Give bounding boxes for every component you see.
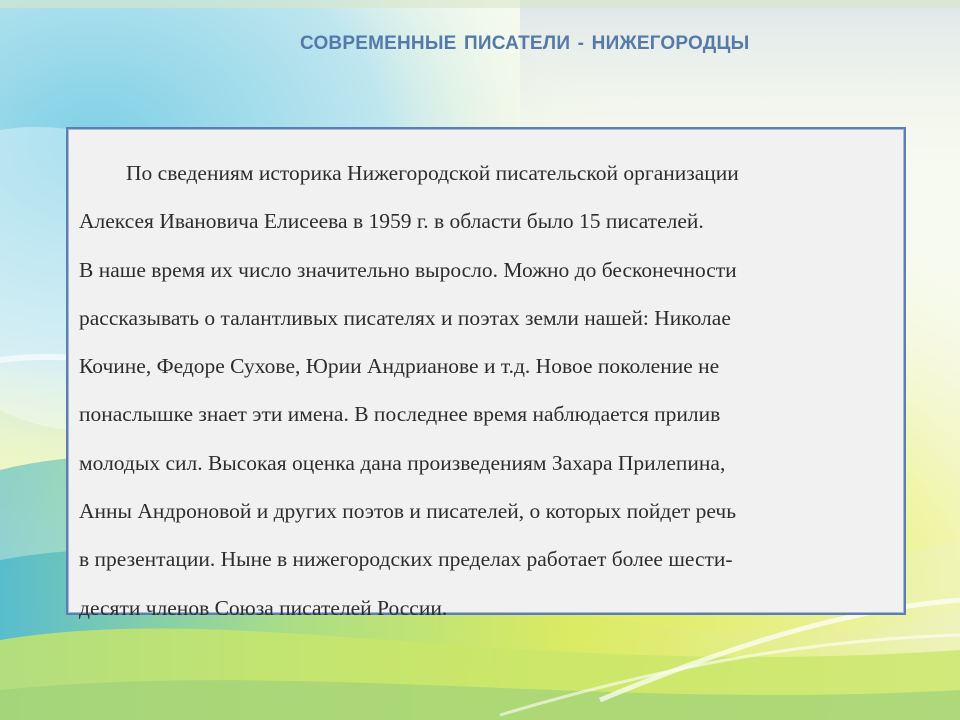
body-line: В наше время их число значительно выросло. Можно до бесконечности <box>79 257 737 282</box>
body-line: понаслышке знает эти имена. В последнее время наблюдается прилив <box>79 402 721 427</box>
body-line: По сведениям историка Нижегородской писательской организации <box>126 161 739 185</box>
body-line: Анны Андроновой и других поэтов и писателей, о которых пойдет речь <box>79 499 737 524</box>
body-line: Кочине, Федоре Сухове, Юрии Андрианове и т.д. Новое поколение не <box>79 354 720 379</box>
body-line: десяти членов Союза писателей России. <box>79 595 448 620</box>
body-line: Алексея Ивановича Елисеева в 1959 г. в области было 15 писателей. <box>79 209 704 234</box>
slide-title: СОВРЕМЕННЫЕ ПИСАТЕЛИ - НИЖЕГОРОДЦЫ <box>300 33 750 54</box>
body-paragraph <box>79 149 882 632</box>
body-line: рассказывать о талантливых писателях и поэтах земли нашей: Николае <box>79 305 731 330</box>
body-line: молодых сил. Высокая оценка дана произведениям Захара Прилепина, <box>79 450 726 475</box>
text-box <box>66 127 906 620</box>
body-line: в презентации. Ныне в нижегородских пределах работает более шести- <box>79 547 733 572</box>
